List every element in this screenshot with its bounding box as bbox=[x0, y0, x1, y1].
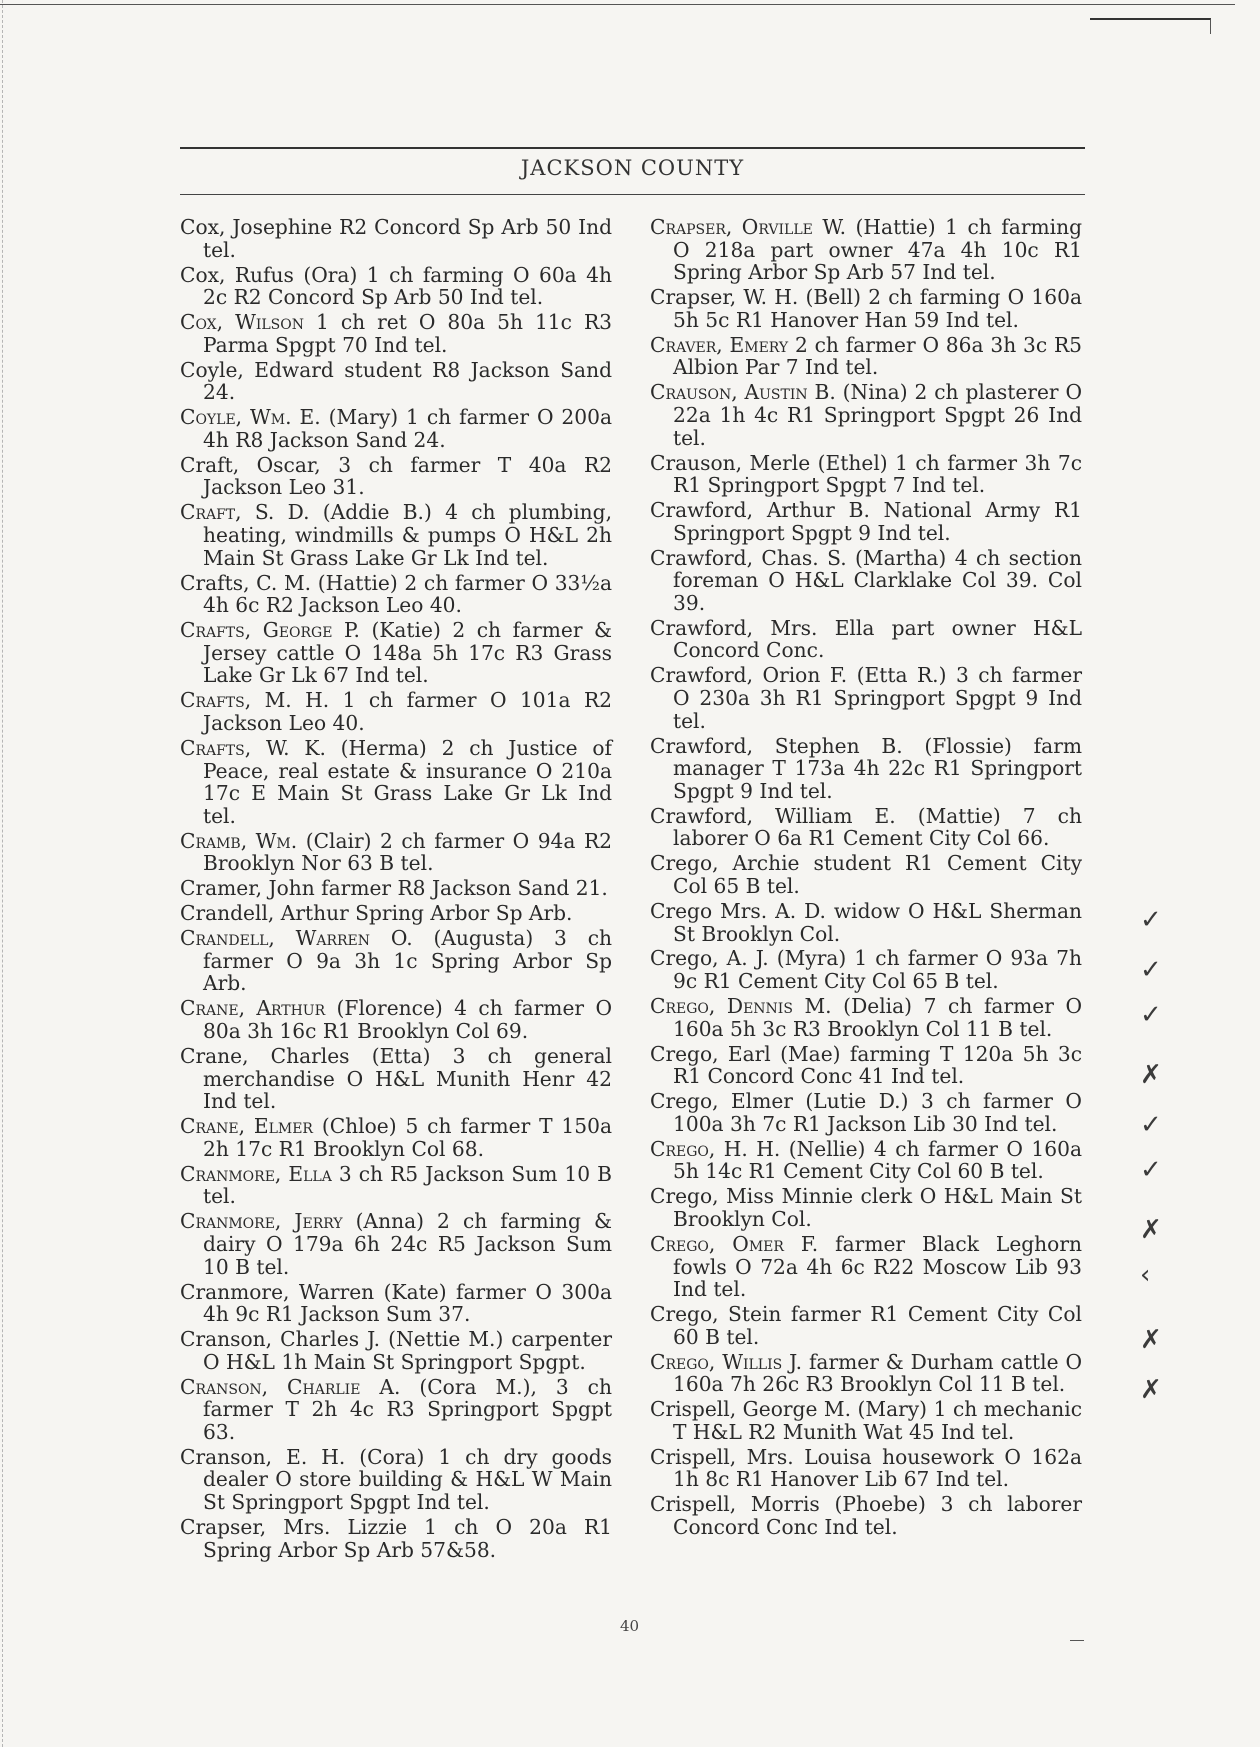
entry-details: (Nina) 2 ch plasterer O 22a 1h 4c R1 Springport Spgpt 26 Ind tel. bbox=[673, 380, 1082, 450]
entry-name: Cranson, Charlie A. bbox=[180, 1374, 401, 1399]
entry-name: Crafts, W. K. bbox=[180, 735, 326, 760]
entry-details: R2 Concord Sp Arb 50 Ind tel. bbox=[203, 215, 613, 262]
entry-details: (Ora) 1 ch farming O 60a 4h 2c R2 Concord Sp Arb 50 Ind tel. bbox=[203, 262, 612, 310]
directory-entry bbox=[650, 1398, 1082, 1443]
margin-check-mark: ✓ bbox=[1140, 1110, 1162, 1140]
entry-details: (Kate) farmer O 300a 4h 9c R1 Jackson Sum 37. bbox=[203, 1279, 612, 1327]
directory-entry bbox=[650, 1446, 1082, 1491]
entry-details: 3 ch R5 Jackson Sum 10 B tel. bbox=[203, 1161, 612, 1209]
entry-name: Crawford, Mrs. Ella bbox=[650, 615, 875, 640]
margin-check-mark: ✗ bbox=[1140, 1375, 1162, 1405]
entry-details: (Martha) 4 ch section foreman O H&L Clarklake Col 39. Col 39. bbox=[673, 545, 1082, 615]
directory-entry bbox=[650, 452, 1082, 497]
directory-entry bbox=[180, 1328, 612, 1373]
directory-entry bbox=[180, 1163, 612, 1208]
entry-name: Crego, Archie bbox=[650, 851, 800, 876]
entry-name: Crego, Omer F. bbox=[650, 1231, 819, 1256]
directory-entry bbox=[650, 381, 1082, 449]
entry-name: Crauson, Merle bbox=[650, 450, 811, 475]
entry-name: Crapser, W. H. bbox=[650, 285, 799, 310]
page-number: 40 bbox=[620, 1617, 640, 1635]
entry-details: (Delia) 7 ch farmer O 160a 5h 3c R3 Brooklyn Col 11 B tel. bbox=[673, 994, 1082, 1041]
entry-details: (Florence) 4 ch farmer O 80a 3h 16c R1 Brooklyn Col 69. bbox=[203, 996, 612, 1044]
entry-details: (Herma) 2 ch Justice of Peace, real estate & insurance O 210a 17c E Main St Grass Lake Gr Lk Ind tel. bbox=[203, 735, 612, 828]
directory-entry bbox=[180, 572, 612, 617]
margin-check-mark: ✗ bbox=[1140, 1060, 1162, 1090]
entry-name: Cranmore, Jerry bbox=[180, 1209, 343, 1234]
entry-details: Spring Arbor Sp Arb. bbox=[348, 901, 573, 926]
entry-details: farmer & Durham cattle O 160a 7h 26c R3 Brooklyn Col 11 B tel. bbox=[673, 1349, 1082, 1397]
entry-name: Crego, Elmer bbox=[650, 1089, 793, 1114]
entry-name: Crapser, Mrs. Lizzie bbox=[180, 1515, 408, 1540]
directory-entry bbox=[650, 1138, 1082, 1183]
entry-name: Crawford, Stephen B. bbox=[650, 733, 903, 758]
margin-check-mark: ✓ bbox=[1140, 1000, 1162, 1030]
entry-details: (Myra) 1 ch farmer O 93a 7h 9c R1 Cement City Col 65 B tel. bbox=[673, 946, 1082, 994]
entry-name: Crego, Dennis M. bbox=[650, 994, 832, 1019]
entry-details: 1 ch ret O 80a 5h 11c R3 Parma Spgpt 70 Ind tel. bbox=[203, 310, 613, 357]
directory-entry bbox=[650, 286, 1082, 331]
entry-details: (Nellie) 4 ch farmer O 160a 5h 14c R1 Cement City Col 60 B tel. bbox=[673, 1136, 1082, 1184]
entry-name: Cox, Wilson bbox=[180, 310, 304, 335]
entry-name: Crane, Elmer bbox=[180, 1114, 313, 1139]
directory-entry bbox=[650, 805, 1082, 850]
directory-entry bbox=[650, 617, 1082, 662]
entry-details: part owner H&L Concord Conc. bbox=[673, 615, 1082, 663]
right-column bbox=[650, 216, 1082, 1541]
directory-entry bbox=[650, 1090, 1082, 1135]
directory-entry bbox=[180, 1045, 612, 1113]
directory-entry bbox=[180, 902, 612, 925]
entry-name: Cranson, E. H. bbox=[180, 1444, 346, 1469]
entry-name: Crispell, Mrs. Louisa bbox=[650, 1444, 872, 1469]
directory-entry bbox=[180, 619, 612, 687]
directory-entry bbox=[180, 1210, 612, 1278]
directory-entry bbox=[180, 1516, 612, 1561]
entry-name: Coyle, Wm. E. bbox=[180, 405, 321, 430]
entry-name: Crego, Willis J. bbox=[650, 1349, 803, 1374]
entry-name: Crispell, George M. bbox=[650, 1397, 852, 1422]
entry-name: Crawford, William E. bbox=[650, 803, 896, 828]
entry-details: student R8 Jackson Sand 24. bbox=[203, 357, 612, 405]
entry-details: 1 ch O 20a R1 Spring Arbor Sp Arb 57&58. bbox=[203, 1515, 612, 1562]
scan-top-border bbox=[0, 4, 1235, 5]
directory-entry bbox=[180, 264, 612, 309]
directory-entry bbox=[650, 947, 1082, 992]
entry-details: (Mary) 1 ch mechanic T H&L R2 Munith Wat 45 Ind tel. bbox=[673, 1397, 1083, 1444]
entry-details: (Hattie) 1 ch farming O 218a part owner 47a 4h 10c R1 Spring Arbor Sp Arb 57 Ind tel. bbox=[673, 215, 1082, 285]
directory-entry bbox=[180, 501, 612, 569]
entry-details: housework O 162a 1h 8c R1 Hanover Lib 67 Ind tel. bbox=[673, 1444, 1082, 1492]
entry-name: Cramb, Wm. bbox=[180, 828, 298, 853]
page-header: JACKSON COUNTY bbox=[520, 156, 745, 180]
directory-entry bbox=[650, 1043, 1082, 1088]
entry-details: (Flossie) farm manager T 173a 4h 22c R1 Springport Spgpt 9 Ind tel. bbox=[673, 733, 1082, 803]
entry-name: Crego, Miss Minnie bbox=[650, 1184, 854, 1209]
entry-details: widow O H&L Sherman St Brooklyn Col. bbox=[673, 898, 1082, 946]
entry-name: Crauson, Austin B. bbox=[650, 380, 836, 405]
directory-entry bbox=[180, 1376, 612, 1444]
directory-entry bbox=[650, 1351, 1082, 1396]
directory-entry bbox=[650, 1493, 1082, 1538]
entry-name: Crandell, Warren O. bbox=[180, 926, 413, 951]
entry-name: Crandell, Arthur bbox=[180, 901, 349, 926]
scan-corner-mark bbox=[1090, 18, 1211, 34]
directory-entry bbox=[180, 216, 612, 261]
entry-name: Cranson, Charles J. bbox=[180, 1327, 381, 1352]
entry-name: Craft, S. D. bbox=[180, 500, 310, 525]
entry-details: (Lutie D.) 3 ch farmer O 100a 3h 7c R1 Jackson Lib 30 Ind tel. bbox=[673, 1089, 1082, 1136]
entry-details: farmer Black Leghorn fowls O 72a 4h 6c R22 Moscow Lib 93 Ind tel. bbox=[673, 1231, 1082, 1302]
entry-name: Craft, Oscar, bbox=[180, 452, 321, 477]
directory-entry bbox=[180, 311, 612, 356]
entry-details: (Augusta) 3 ch farmer O 9a 3h 1c Spring Arbor Sp Arb. bbox=[203, 926, 612, 996]
directory-entry bbox=[180, 997, 612, 1042]
entry-name: Cox, Rufus bbox=[180, 262, 294, 287]
entry-details: farmer R8 Jackson Sand 21. bbox=[314, 876, 608, 901]
entry-name: Crego Mrs. A. D. bbox=[650, 898, 826, 923]
header-rule-bottom bbox=[180, 194, 1085, 195]
margin-check-mark: ✓ bbox=[1140, 955, 1162, 985]
entry-name: Crapser, Orville W. bbox=[650, 215, 847, 239]
entry-details: (Anna) 2 ch farming & dairy O 179a 6h 24c R5 Jackson Sum 10 B tel. bbox=[203, 1209, 612, 1279]
entry-details: 1 ch farmer O 101a R2 Jackson Leo 40. bbox=[203, 688, 612, 735]
directory-entry bbox=[180, 689, 612, 734]
entry-name: Crego, Earl bbox=[650, 1041, 771, 1066]
entry-name: Cox, Josephine bbox=[180, 215, 333, 239]
entry-name: Crafts, C. M. bbox=[180, 570, 312, 595]
directory-entry bbox=[180, 1115, 612, 1160]
directory-entry bbox=[650, 735, 1082, 803]
entry-details: 2 ch farmer O 86a 3h 3c R5 Albion Par 7 Ind tel. bbox=[673, 332, 1083, 380]
margin-check-mark: ✓ bbox=[1140, 1155, 1162, 1185]
entry-details: (Cora M.), 3 ch farmer T 2h 4c R3 Springport Spgpt 63. bbox=[203, 1374, 612, 1444]
entry-details: (Mae) farming T 120a 5h 3c R1 Concord Conc 41 Ind tel. bbox=[673, 1041, 1082, 1089]
header-rule-top bbox=[180, 147, 1085, 149]
entry-name: Coyle, Edward bbox=[180, 357, 334, 382]
entry-details: (Chloe) 5 ch farmer T 150a 2h 17c R1 Brooklyn Col 68. bbox=[203, 1114, 613, 1161]
directory-entry bbox=[650, 499, 1082, 544]
directory-entry bbox=[180, 359, 612, 404]
entry-name: Cranmore, Warren bbox=[180, 1279, 375, 1304]
left-column bbox=[180, 216, 612, 1564]
entry-details: 3 ch farmer T 40a R2 Jackson Leo 31. bbox=[203, 452, 612, 500]
entry-details: (Addie B.) 4 ch plumbing, heating, windmills & pumps O H&L 2h Main St Grass Lake Gr Lk Ind tel. bbox=[203, 500, 613, 570]
entry-name: Crego, Stein bbox=[650, 1302, 782, 1327]
margin-check-mark: ‹ bbox=[1140, 1260, 1151, 1290]
entry-details: student R1 Cement City Col 65 B tel. bbox=[673, 851, 1082, 898]
entry-details: National Army R1 Springport Spgpt 9 Ind tel. bbox=[673, 498, 1082, 545]
directory-entry bbox=[180, 830, 612, 875]
entry-name: Cranmore, Ella bbox=[180, 1161, 332, 1186]
margin-check-mark: ✗ bbox=[1140, 1325, 1162, 1355]
directory-entry bbox=[650, 1303, 1082, 1348]
entry-details: (Mattie) 7 ch laborer O 6a R1 Cement City Col 66. bbox=[673, 803, 1082, 851]
entry-name: Craver, Emery bbox=[650, 332, 789, 357]
scanned-margin-edge bbox=[2, 0, 33, 1747]
entry-name: Crane, Arthur bbox=[180, 996, 326, 1021]
entry-name: Crane, Charles bbox=[180, 1044, 350, 1069]
directory-entry bbox=[650, 664, 1082, 732]
entry-name: Crawford, Arthur B. bbox=[650, 498, 870, 523]
margin-check-mark: ✗ bbox=[1140, 1215, 1162, 1245]
directory-entry bbox=[650, 900, 1082, 945]
entry-name: Crispell, Morris bbox=[650, 1492, 820, 1517]
entry-name: Crawford, Orion F. bbox=[650, 663, 848, 688]
entry-details: (Cora) 1 ch dry goods dealer O store building & H&L W Main St Springport Spgpt Ind tel. bbox=[203, 1444, 612, 1515]
entry-details: (Mary) 1 ch farmer O 200a 4h R8 Jackson Sand 24. bbox=[203, 405, 613, 452]
directory-entry bbox=[650, 852, 1082, 897]
entry-details: (Clair) 2 ch farmer O 94a R2 Brooklyn Nor 63 B tel. bbox=[203, 828, 612, 876]
entry-name: Crawford, Chas. S. bbox=[650, 545, 847, 570]
directory-entry bbox=[650, 1185, 1082, 1230]
entry-details: clerk O H&L Main St Brooklyn Col. bbox=[673, 1184, 1082, 1231]
entry-details: (Etta) 3 ch general merchandise O H&L Munith Henr 42 Ind tel. bbox=[203, 1044, 613, 1114]
directory-entry bbox=[650, 1233, 1082, 1301]
entry-details: farmer R1 Cement City Col 60 B tel. bbox=[673, 1302, 1082, 1349]
directory-entry bbox=[650, 547, 1082, 615]
directory-entry bbox=[650, 995, 1082, 1040]
directory-entry bbox=[180, 1281, 612, 1326]
entry-details: (Phoebe) 3 ch laborer Concord Conc Ind tel. bbox=[673, 1492, 1082, 1540]
directory-entry bbox=[180, 1446, 612, 1514]
directory-entry bbox=[650, 216, 1082, 284]
entry-name: Cramer, John bbox=[180, 876, 315, 901]
directory-entry bbox=[650, 334, 1082, 379]
entry-name: Crafts, M. H. bbox=[180, 688, 330, 713]
margin-check-mark: ✓ bbox=[1140, 905, 1162, 935]
margin-check-marks bbox=[1140, 905, 1180, 1405]
entry-details: (Katie) 2 ch farmer & Jersey cattle O 148a 5h 17c R3 Grass Lake Gr Lk 67 Ind tel. bbox=[203, 618, 612, 688]
directory-entry bbox=[180, 454, 612, 499]
entry-details: (Hattie) 2 ch farmer O 33½a 4h 6c R2 Jackson Leo 40. bbox=[203, 570, 612, 618]
entry-details: (Nettie M.) carpenter O H&L 1h Main St Springport Spgpt. bbox=[203, 1327, 612, 1374]
entry-name: Crego, H. H. bbox=[650, 1136, 781, 1161]
entry-details: (Bell) 2 ch farming O 160a 5h 5c R1 Hanover Han 59 Ind tel. bbox=[673, 285, 1083, 332]
entry-details: (Ethel) 1 ch farmer 3h 7c R1 Springport Spgpt 7 Ind tel. bbox=[673, 450, 1082, 498]
directory-entry bbox=[180, 877, 612, 900]
entry-name: Crego, A. J. bbox=[650, 946, 769, 971]
entry-name: Crafts, George P. bbox=[180, 618, 360, 643]
scan-bottom-mark bbox=[1070, 1640, 1084, 1641]
directory-entry bbox=[180, 737, 612, 827]
entry-details: (Etta R.) 3 ch farmer O 230a 3h R1 Springport Spgpt 9 Ind tel. bbox=[673, 663, 1082, 733]
directory-entry bbox=[180, 927, 612, 995]
directory-entry bbox=[180, 406, 612, 451]
